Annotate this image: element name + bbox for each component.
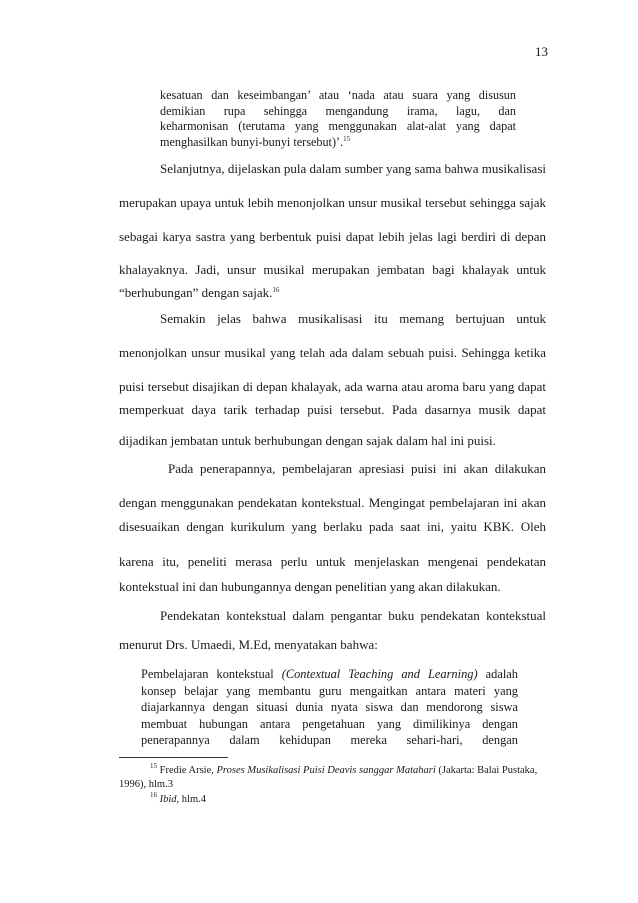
paragraph-line: Pendekatan kontekstual dalam pengantar buku pendekatan kontekstual xyxy=(160,608,546,623)
footnote-number: 15 xyxy=(150,762,157,770)
paragraph-line: dengan menggunakan pendekatan kontekstual. Mengingat pembelajaran ini akan xyxy=(119,495,546,510)
paragraph-line: puisi tersebut disajikan di depan khalayak, ada warna atau aroma baru yang dapat xyxy=(119,379,546,394)
quote-line: keharmonisan (terutama yang menggunakan alat-alat yang dapat xyxy=(160,119,516,133)
footnote-number: 16 xyxy=(150,791,157,799)
footnote-divider xyxy=(119,757,228,758)
footnote-publication: (Jakarta: Balai Pustaka, xyxy=(435,765,538,776)
paragraph-line: memperkuat daya tarik terhadap puisi tersebut. Pada dasarnya musik dapat xyxy=(119,402,546,417)
quote-line: diajarkannya dengan situasi dunia nyata siswa dan mendorong siswa xyxy=(141,700,518,714)
paragraph-line: menurut Drs. Umaedi, M.Ed, menyatakan bahwa: xyxy=(119,637,378,652)
footnote-ref: 16 xyxy=(272,286,280,294)
block-quote xyxy=(160,88,516,150)
quote-line: demikian rupa sehingga mengandung irama, lagu, dan xyxy=(160,103,516,118)
page-number: 13 xyxy=(535,44,548,59)
footnote-15 xyxy=(150,764,537,778)
paragraph-line: khalayaknya. Jadi, unsur musikal merupakan jembatan bagi khalayak untuk xyxy=(119,262,546,277)
paragraph-line: disesuaikan dengan kurikulum yang berlaku pada saat ini, yaitu KBK. Oleh xyxy=(119,519,546,534)
quote-line xyxy=(160,135,516,151)
paragraph-line: Semakin jelas bahwa musikalisasi itu memang bertujuan untuk xyxy=(160,311,546,326)
footnote-publication: hlm.4 xyxy=(179,794,207,805)
quote-line: kesatuan dan keseimbangan’ atau ‘nada atau suara yang disusun xyxy=(160,88,516,102)
quote-line-text: Pembelajaran kontekstual xyxy=(141,667,282,681)
paragraph-line: menonjolkan unsur musikal yang telah ada dalam sebuah puisi. Sehingga ketika xyxy=(119,345,546,360)
quote-line-text: menghasilkan bunyi-bunyi tersebut)’. xyxy=(160,134,344,149)
footnote-author: Fredie Arsie, xyxy=(159,765,217,776)
block-quote xyxy=(141,666,518,749)
paragraph-line: Selanjutnya, dijelaskan pula dalam sumber yang sama bahwa musikalisasi xyxy=(160,161,546,176)
paragraph-line: sebagai karya sastra yang berbentuk puisi dapat lebih jelas lagi berdiri di depan xyxy=(119,229,546,244)
paragraph-line: dijadikan jembatan untuk berhubungan dengan sajak dalam hal ini puisi. xyxy=(119,433,496,448)
footnote-16 xyxy=(150,793,206,807)
quote-line: membuat hubungan antara pengetahuan yang dimilikinya dengan xyxy=(141,716,518,731)
quote-italic-term: (Contextual Teaching and Learning) xyxy=(281,667,478,681)
footnote-title: Proses Musikalisasi Puisi Deavis sanggar Matahari xyxy=(216,765,436,776)
paragraph-line xyxy=(119,284,546,302)
quote-line-text: adalah xyxy=(477,667,519,681)
paragraph-line-text: “berhubungan” dengan sajak. xyxy=(119,285,273,300)
paragraph-line: merupakan upaya untuk lebih menonjolkan unsur musikal tersebut sehingga sajak xyxy=(119,195,546,210)
footnote-15-continued: 1996), hlm.3 xyxy=(119,779,173,790)
footnote-title: Ibid, xyxy=(159,794,180,805)
footnote-ref: 15 xyxy=(343,134,351,143)
quote-line: konsep belajar yang membantu guru mengaitkan antara materi yang xyxy=(141,683,518,698)
paragraph-line: kontekstual ini dan hubungannya dengan penelitian yang akan dilakukan. xyxy=(119,579,501,594)
paragraph-line: Pada penerapannya, pembelajaran apresiasi puisi ini akan dilakukan xyxy=(168,461,546,476)
quote-line xyxy=(141,666,518,683)
paragraph-line: karena itu, peneliti merasa perlu untuk menjelaskan mengenai pendekatan xyxy=(119,554,546,569)
quote-line: penerapannya dalam kehidupan mereka sehari-hari, dengan xyxy=(141,733,518,747)
